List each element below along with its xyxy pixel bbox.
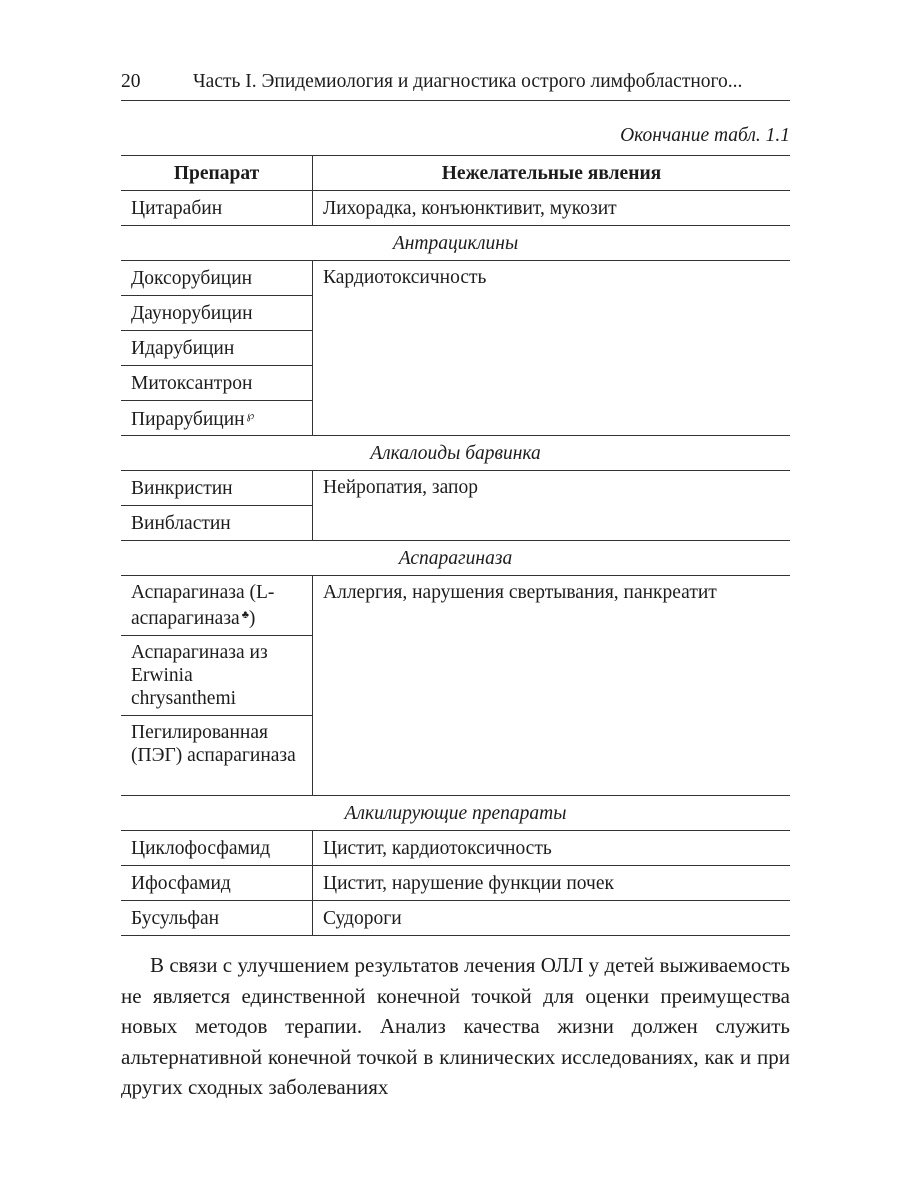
group-title: Алкилирующие препараты bbox=[121, 796, 790, 831]
registration-mark-icon: ℘ bbox=[246, 410, 255, 422]
drug-cell: Митоксантрон bbox=[121, 366, 313, 401]
drug-cell: Даунорубицин bbox=[121, 296, 313, 331]
drug-cell: Доксорубицин bbox=[121, 261, 313, 296]
drug-cell: Идарубицин bbox=[121, 331, 313, 366]
effects-cell: Лихорадка, конъюнктивит, мукозит bbox=[313, 191, 791, 226]
registration-mark-icon: ♣ bbox=[241, 609, 249, 621]
group-title: Аспарагиназа bbox=[121, 541, 790, 576]
table-row bbox=[121, 901, 790, 936]
effects-cell: Цистит, нарушение функции почек bbox=[313, 866, 791, 901]
group-title: Алкалоиды барвинка bbox=[121, 436, 790, 471]
table-caption: Окончание табл. 1.1 bbox=[620, 125, 790, 146]
column-header-drug: Препарат bbox=[121, 156, 313, 191]
table-row bbox=[121, 191, 790, 226]
group-row-alkylating-agents bbox=[121, 796, 790, 831]
body-paragraph bbox=[121, 950, 790, 1103]
running-title: Часть I. Эпидемиология и диагностика острого лимфобластного... bbox=[193, 71, 743, 92]
drug-name: Пирарубицин bbox=[131, 409, 245, 430]
group-row-asparaginase bbox=[121, 541, 790, 576]
drug-cell: Винкристин bbox=[121, 471, 313, 506]
drug-cell: Винбластин bbox=[121, 506, 313, 541]
group-row-anthracyclines bbox=[121, 226, 790, 261]
table-row bbox=[121, 831, 790, 866]
effects-cell: Цистит, кардиотоксичность bbox=[313, 831, 791, 866]
table-row bbox=[121, 471, 790, 506]
table-header-row bbox=[121, 156, 790, 191]
drug-cell: Пегилированная (ПЭГ) аспарагиназа bbox=[121, 716, 313, 796]
page-header bbox=[121, 68, 790, 101]
effects-cell: Нейропатия, запор bbox=[313, 471, 791, 541]
effects-cell: Судороги bbox=[313, 901, 791, 936]
drug-cell: Бусульфан bbox=[121, 901, 313, 936]
drug-adverse-effects-table bbox=[121, 155, 790, 936]
closing-parenthesis: ) bbox=[248, 608, 256, 629]
drug-cell bbox=[121, 576, 313, 636]
table-row bbox=[121, 576, 790, 636]
drug-cell: Аспарагиназа из Erwinia chrysanthemi bbox=[121, 636, 313, 716]
page-number: 20 bbox=[121, 71, 141, 92]
drug-cell: Цитарабин bbox=[121, 191, 313, 226]
table-row bbox=[121, 261, 790, 296]
table-row bbox=[121, 866, 790, 901]
drug-cell bbox=[121, 401, 313, 436]
drug-cell: Ифосфамид bbox=[121, 866, 313, 901]
paragraph-text: В связи с улучшением результатов лечения ОЛЛ у детей выживаемость не является единственной конечной точкой для оценки преимущества новых методов терапии. Анализ качества жизни должен служить альтернативной конечной точкой в клинических исследованиях, как и при других сходных заболеваниях bbox=[121, 953, 790, 1099]
effects-cell: Аллергия, нарушения свертывания, панкреатит bbox=[313, 576, 791, 796]
drug-cell: Циклофосфамид bbox=[121, 831, 313, 866]
drug-name: Аспарагиназа (L-аспарагиназа bbox=[131, 582, 275, 629]
effects-cell: Кардиотоксичность bbox=[313, 261, 791, 436]
group-row-vinca-alkaloids bbox=[121, 436, 790, 471]
column-header-effects: Нежелательные явления bbox=[313, 156, 791, 191]
group-title: Антрациклины bbox=[121, 226, 790, 261]
